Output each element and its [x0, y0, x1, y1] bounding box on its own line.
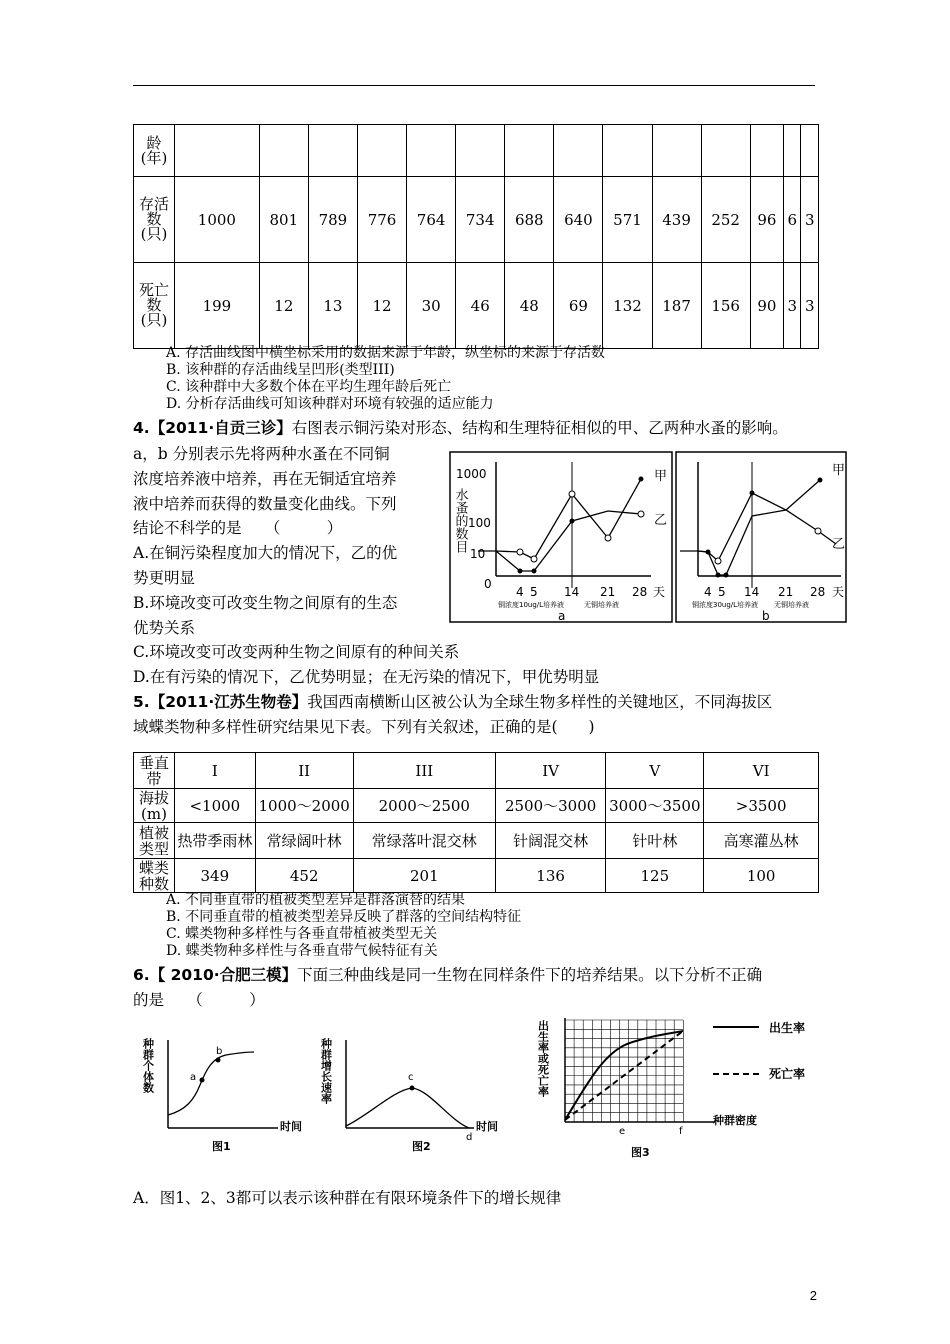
series-label-yi-b: 乙 [832, 537, 846, 552]
altitude-cell: 1000～2000 [255, 789, 353, 823]
row-header-age: 龄(年) [134, 125, 175, 177]
q4-line-2: 浓度培养液中培养，再在无铜适宜培养 [133, 470, 397, 488]
series-yi-a [496, 511, 641, 571]
q4-option-c: C.环境改变可改变两种生物之间原有的种间关系 [133, 643, 460, 661]
belt-cell: V [606, 753, 704, 789]
cell-deaths: 132 [603, 263, 652, 349]
q5-stem-2: 域蝶类物种多样性研究结果见下表。下列有关叙述，正确的是( ) [133, 718, 595, 736]
panel-b-note2: 无铜培养液 [774, 601, 809, 609]
vegetation-cell: 热带季雨林 [175, 823, 256, 859]
q5-option-b: B. 不同垂直带的植被类型差异反映了群落的空间结构特征 [166, 909, 522, 925]
fig2-curve [346, 1088, 469, 1128]
vegetation-cell: 针阔混交林 [495, 823, 605, 859]
q5-option-c: C. 蝶类物种多样性与各垂直带植被类型无关 [166, 926, 438, 942]
panel-a-note1: 铜浓度10ug/L培养液 [498, 601, 565, 609]
q3-option-b: B. 该种群的存活曲线呈凹形(类型III) [166, 362, 395, 378]
belt-cell: VI [704, 753, 819, 789]
row-header-deaths: 死亡数(只) [134, 263, 175, 349]
ytick-0: 0 [484, 577, 492, 591]
fig3-caption: 图3 [631, 1146, 650, 1159]
fig2-caption: 图2 [412, 1140, 431, 1153]
cell-survival: 571 [603, 177, 652, 263]
cell-survival: 764 [407, 177, 456, 263]
xtick-4-b: 4 [704, 585, 712, 599]
cell-deaths: 199 [175, 263, 260, 349]
cell-deaths: 156 [701, 263, 750, 349]
fig2-ylabel: 种群增长速率 [319, 1038, 333, 1104]
cell-survival: 734 [456, 177, 505, 263]
fig1-xlabel: 时间 [280, 1120, 302, 1133]
xtick-14-b: 14 [744, 585, 760, 599]
q4-stem [133, 416, 788, 438]
xtick-28: 28 [632, 585, 648, 599]
q4-option-a2: 势更明显 [133, 569, 196, 587]
q3-option-d: D. 分析存活曲线可知该种群对环境有较强的适应能力 [166, 396, 494, 412]
q5-option-a: A. 不同垂直带的植被类型差异是群落演替的结果 [166, 892, 466, 908]
xtick-5: 5 [530, 585, 538, 599]
q6-stem-2: 的是 （ ） [133, 991, 265, 1009]
fig2-point-c: c [408, 1072, 414, 1083]
fig-ylabel: 水蚤的数目 [452, 488, 468, 553]
fig3-xlabel: 种群密度 [713, 1114, 757, 1127]
q4-line-4: 结论不科学的是 （ ） [133, 519, 343, 537]
q3-option-c: C. 该种群中大多数个体在平均生理年龄后死亡 [166, 379, 452, 395]
xunit-b: 天 [832, 585, 845, 599]
fig1-ylabel: 种群个体数 [141, 1038, 155, 1093]
fig3-point-e: e [619, 1126, 626, 1137]
altitude-cell: 2500～3000 [495, 789, 605, 823]
fig2-point-d: d [466, 1132, 473, 1143]
cell-survival: 640 [554, 177, 603, 263]
cell-deaths: 48 [505, 263, 554, 349]
cell-survival: 439 [652, 177, 701, 263]
panel-a-label: a [558, 609, 566, 623]
altitude-cell: >3500 [704, 789, 819, 823]
cell-deaths: 46 [456, 263, 505, 349]
figure-3 [537, 1014, 837, 1164]
cell-survival: 688 [505, 177, 554, 263]
series-label-jia-b: 甲 [832, 463, 846, 478]
fig3-point-f: f [679, 1126, 683, 1137]
cell-survival: 801 [259, 177, 308, 263]
panel-b-label: b [762, 609, 770, 623]
cell-deaths: 90 [750, 263, 783, 349]
q6-option-a: A．图1、2、3都可以表示该种群在有限环境条件下的增长规律 [133, 1189, 562, 1207]
fig2-xlabel: 时间 [476, 1120, 498, 1133]
series-label-yi: 乙 [654, 513, 668, 528]
panel-b-note1: 铜浓度30ug/L培养液 [692, 601, 759, 609]
q4-number: 4. [133, 419, 150, 437]
row-header-species: 蝶类种数 [134, 859, 175, 893]
page-number: 2 [809, 1288, 817, 1303]
cell-deaths: 3 [784, 263, 801, 349]
species-cell: 452 [255, 859, 353, 893]
cell-deaths: 30 [407, 263, 456, 349]
figure-2 [319, 1030, 504, 1160]
q4-line-3: 液中培养而获得的数量变化曲线。下列 [133, 495, 397, 513]
q3-option-a: A. 存活曲线图中横坐标采用的数据来源于年龄，纵坐标的来源于存活数 [166, 345, 606, 361]
q6-stem-text: 下面三种曲线是同一生物在同样条件下的培养结果。以下分析不正确 [297, 966, 763, 984]
copper-pollution-figure [446, 448, 846, 628]
xunit: 天 [653, 585, 666, 599]
row-header-vegetation: 植被类型 [134, 823, 175, 859]
q4-source: 【2011·自贡三诊】 [149, 419, 292, 437]
cell-deaths: 12 [259, 263, 308, 349]
fig3-legend-death: 死亡率 [769, 1067, 806, 1081]
cell-survival: 3 [801, 177, 819, 263]
cell-deaths: 13 [308, 263, 357, 349]
species-cell: 100 [704, 859, 819, 893]
fig3-legend-birth: 出生率 [769, 1021, 806, 1035]
figure-1 [141, 1030, 306, 1160]
species-cell: 125 [606, 859, 704, 893]
panel-a-note2: 无铜培养液 [584, 601, 619, 609]
vegetation-cell: 常绿阔叶林 [255, 823, 353, 859]
species-cell: 201 [353, 859, 495, 893]
q6-stem-1 [133, 963, 762, 985]
series-jia-a [478, 479, 641, 559]
ytick-100: 100 [468, 516, 491, 530]
fig1-point-b: b [216, 1046, 223, 1057]
cell-deaths: 3 [801, 263, 819, 349]
altitude-cell: 3000～3500 [606, 789, 704, 823]
series-label-jia: 甲 [654, 469, 668, 484]
q4-option-a1: A.在铜污染程度加大的情况下，乙的优 [133, 544, 398, 562]
vegetation-cell: 高寒灌丛林 [704, 823, 819, 859]
xtick-28-b: 28 [810, 585, 826, 599]
xtick-5-b: 5 [718, 585, 726, 599]
ytick-1000: 1000 [456, 467, 487, 481]
q4-stem-text: 右图表示铜污染对形态、结构和生理特征相似的甲、乙两种水蚤的影响。 [291, 419, 788, 437]
species-cell: 136 [495, 859, 605, 893]
q4-option-b2: 优势关系 [133, 619, 196, 637]
q4-line-1: a，b 分别表示先将两种水蚤在不同铜 [133, 445, 390, 463]
q6-source: 【 2010·合肥三模】 [149, 966, 298, 984]
cell-survival: 252 [701, 177, 750, 263]
survival-table [133, 124, 819, 349]
cell-survival: 1000 [175, 177, 260, 263]
ytick-10: 10 [470, 547, 486, 561]
belt-cell: III [353, 753, 495, 789]
vegetation-cell: 常绿落叶混交林 [353, 823, 495, 859]
fig1-point-a: a [190, 1072, 197, 1083]
cell-survival: 776 [357, 177, 406, 263]
cell-deaths: 12 [357, 263, 406, 349]
fig3-ylabel: 出生率或死亡率 [536, 1020, 550, 1097]
cell-survival: 789 [308, 177, 357, 263]
series-yi-b [698, 493, 836, 561]
xtick-14: 14 [564, 585, 580, 599]
header-rule [133, 85, 815, 86]
cell-deaths: 69 [554, 263, 603, 349]
butterfly-table [133, 752, 819, 893]
xtick-21: 21 [600, 585, 616, 599]
q5-source: 【2011·江苏生物卷】 [149, 693, 308, 711]
belt-cell: IV [495, 753, 605, 789]
xtick-4: 4 [516, 585, 524, 599]
q6-number: 6. [133, 966, 150, 984]
species-cell: 349 [175, 859, 256, 893]
q4-option-b1: B.环境改变可改变生物之间原有的生态 [133, 594, 398, 612]
cell-survival: 96 [750, 177, 783, 263]
row-header-survival: 存活数(只) [134, 177, 175, 263]
belt-cell: II [255, 753, 353, 789]
vegetation-cell: 针叶林 [606, 823, 704, 859]
q5-stem-1 [133, 690, 772, 712]
xtick-21-b: 21 [778, 585, 794, 599]
cell-survival: 6 [784, 177, 801, 263]
altitude-cell: 2000～2500 [353, 789, 495, 823]
belt-cell: I [175, 753, 256, 789]
q5-number: 5. [133, 693, 150, 711]
q5-option-d: D. 蝶类物种多样性与各垂直带气候特征有关 [166, 943, 438, 959]
q5-stem-text: 我国西南横断山区被公认为全球生物多样性的关键地区，不同海拔区 [307, 693, 773, 711]
altitude-cell: <1000 [175, 789, 256, 823]
row-header-altitude: 海拔(m) [134, 789, 175, 823]
fig1-curve [168, 1052, 254, 1115]
fig1-caption: 图1 [212, 1140, 231, 1153]
cell-deaths: 187 [652, 263, 701, 349]
row-header-belt: 垂直带 [134, 753, 175, 789]
q4-option-d: D.在有污染的情况下，乙优势明显；在无污染的情况下，甲优势明显 [133, 668, 600, 686]
